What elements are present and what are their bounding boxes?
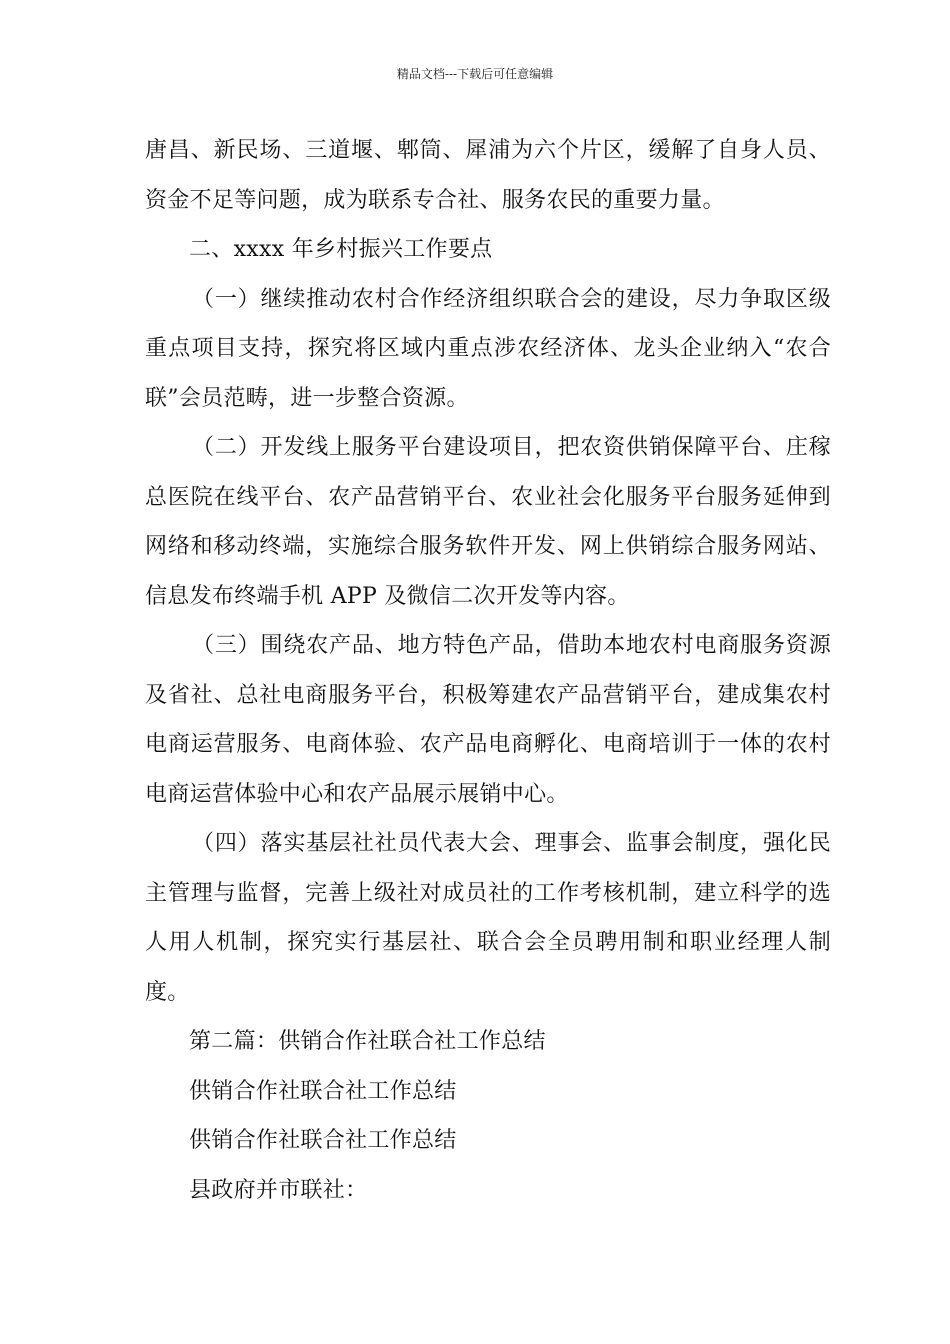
- document-title: 供销合作社联合社工作总结: [189, 1078, 457, 1104]
- chapter-heading: 第二篇：供销合作社联合社工作总结: [189, 1029, 546, 1054]
- document-subtitle: 供销合作社联合社工作总结: [189, 1128, 457, 1153]
- paragraph-item-1: （一）继续推动农村合作经济组织联合会的建设，尽力争取区级重点项目支持，探究将区域内重点涉农经济体、龙头企业纳入“农合联”会员范畴，进一步整合资源。: [145, 286, 831, 411]
- salutation: 县政府并市联社：: [189, 1177, 368, 1203]
- section-heading: 二、xxxx 年乡村振兴工作要点: [189, 237, 493, 262]
- paragraph-continuation: 唐昌、新民场、三道堰、郫筒、犀浦为六个片区，缓解了自身人员、资金不足等问题，成为联系专合社、服务农民的重要力量。: [145, 138, 831, 213]
- paragraph-item-3: （三）围绕农产品、地方特色产品，借助本地农村电商服务资源及省社、总社电商服务平台，积极筹建农产品营销平台，建成集农村电商运营服务、电商体验、农产品电商孵化、电商培训于一体的农村电商运营体验中心和农产品展示展销中心。: [145, 633, 831, 807]
- paragraph-item-4: （四）落实基层社社员代表大会、理事会、监事会制度，强化民主管理与监督，完善上级社对成员社的工作考核机制，建立科学的选人用人机制，探究实行基层社、联合会全员聘用制和职业经理人制度。: [145, 831, 831, 1005]
- paragraph-item-2: （二）开发线上服务平台建设项目，把农资供销保障平台、庄稼总医院在线平台、农产品营销平台、农业社会化服务平台服务延伸到网络和移动终端，实施综合服务软件开发、网上供销综合服务网站、信息发布终端手机 APP 及微信二次开发等内容。: [145, 435, 831, 609]
- page-header: 精品文档---下载后可任意编辑: [396, 67, 554, 81]
- document-body: [145, 126, 831, 1215]
